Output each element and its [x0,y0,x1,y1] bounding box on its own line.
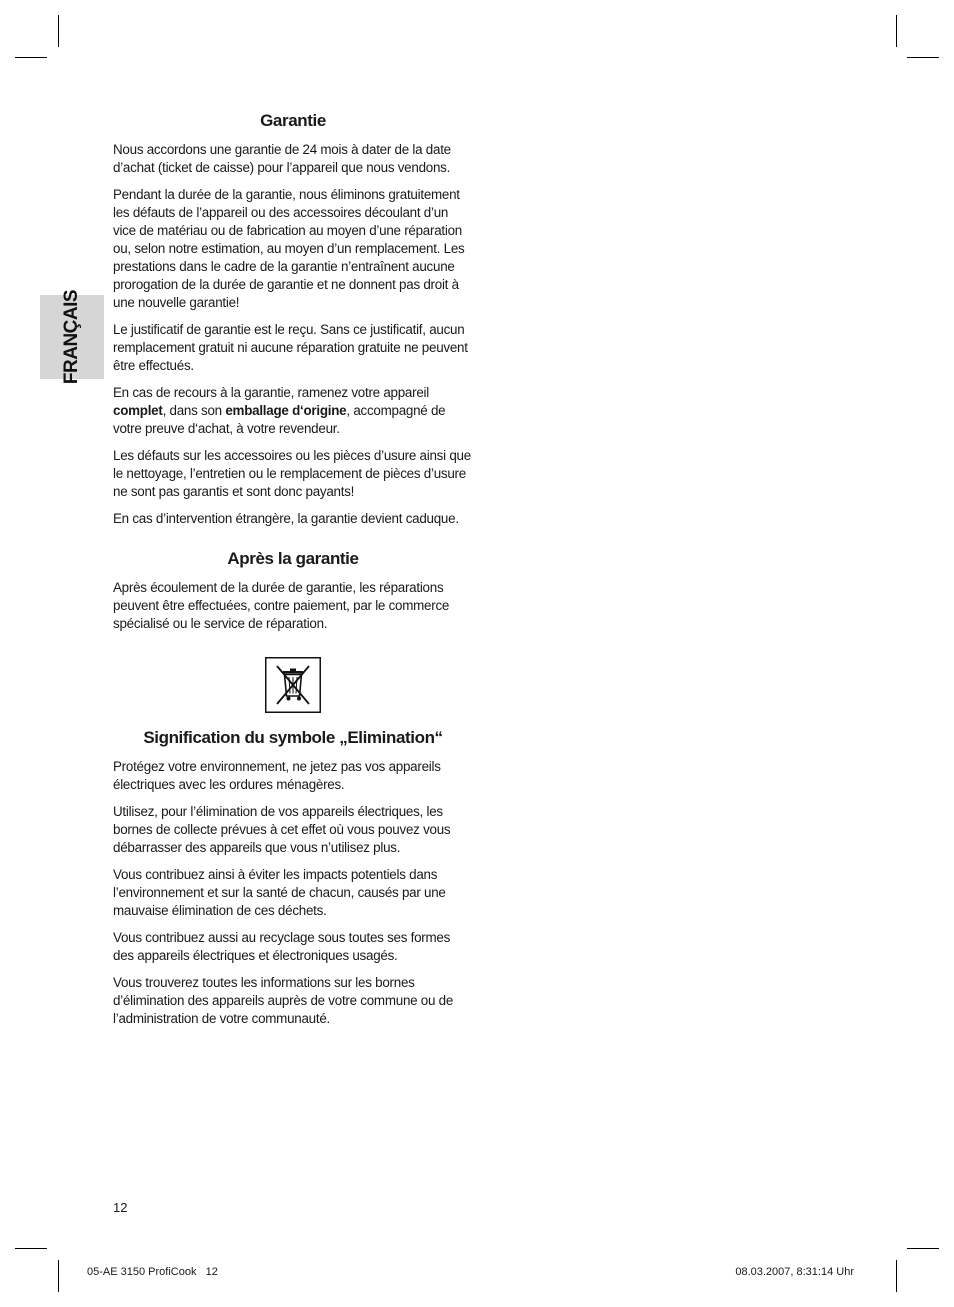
crop-mark [58,15,59,47]
page-content [113,110,473,1037]
paragraph: Le justificatif de garantie est le reçu. Sans ce justificatif, aucun remplacement gratuit ni aucune réparation gratuite ne peuvent être effectués. [113,322,468,373]
section-apres-garantie [113,548,473,633]
page-number: 12 [113,1200,128,1215]
weee-crossed-bin-icon [265,657,321,713]
bold-text: complet [113,403,163,418]
paragraph: Pendant la durée de la garantie, nous éliminons gratuitement les défauts de l’appareil ou des accessoires découlant d’un vice de matériau ou de fabrication au moyen d’une réparation ou, selon notre estimation, au moyen d’un remplacement. Les prestations dans le cadre de la garantie n’entraînent aucune prorogation de la durée de garantie et ne donnent pas droit à une nouvelle garantie! [113,187,465,310]
crop-mark [58,1260,59,1292]
print-footer-right: 08.03.2007, 8:31:14 Uhr [735,1266,854,1278]
heading-garantie: Garantie [260,111,326,130]
crop-mark [896,15,897,47]
paragraph: Les défauts sur les accessoires ou les pièces d’usure ainsi que le nettoyage, l’entretien ou le remplacement de pièces d’usure ne sont pas garantis et sont donc payants! [113,448,471,499]
bold-text: emballage d‘origine [225,403,347,418]
paragraph: Protégez votre environnement, ne jetez pas vos appareils électriques avec les ordures ménagères. [113,759,441,792]
section-garantie [113,110,473,528]
crop-mark [896,1260,897,1292]
paragraph: Vous trouverez toutes les informations sur les bornes d’élimination des appareils auprès de votre commune ou de l’administration de votre communauté. [113,975,454,1026]
heading-symbole-elimination: Signification du symbole „Elimination“ [143,728,443,747]
paragraph: Après écoulement de la durée de garantie, les réparations peuvent être effectuées, contre paiement, par le commerce spécialisé ou le service de réparation. [113,580,450,631]
section-symbole-elimination [113,727,473,1028]
text-run: , dans son [162,403,226,418]
language-side-tab [40,289,104,385]
paragraph: En cas d’intervention étrangère, la garantie devient caduque. [113,511,459,526]
paragraph: Vous contribuez aussi au recyclage sous toutes ses formes des appareils électriques et électroniques usagés. [113,930,451,963]
crop-mark [907,1248,939,1249]
crop-mark [15,57,47,58]
paragraph: Nous accordons une garantie de 24 mois à dater de la date d’achat (ticket de caisse) pour l’appareil que nous vendons. [113,142,451,175]
heading-apres-garantie: Après la garantie [227,549,359,568]
paragraph [113,384,473,438]
text-run: , accompagné de votre preuve d‘achat, à votre revendeur. [113,403,446,436]
print-footer-left: 05-AE 3150 ProfiCook 12 [87,1266,218,1278]
text-run: En cas de recours à la garantie, ramenez votre appareil [113,385,429,400]
crop-mark [907,57,939,58]
paragraph: Vous contribuez ainsi à éviter les impacts potentiels dans l’environnement et sur la santé de chacun, causés par une mauvaise élimination de ces déchets. [113,867,446,918]
crop-mark [15,1248,47,1249]
paragraph: Utilisez, pour l’élimination de vos appareils électriques, les bornes de collecte prévues à cet effet où vous pouvez vous débarrasser des appareils que vous n’utilisez plus. [113,804,451,855]
language-label: FRANÇAIS [61,289,82,385]
